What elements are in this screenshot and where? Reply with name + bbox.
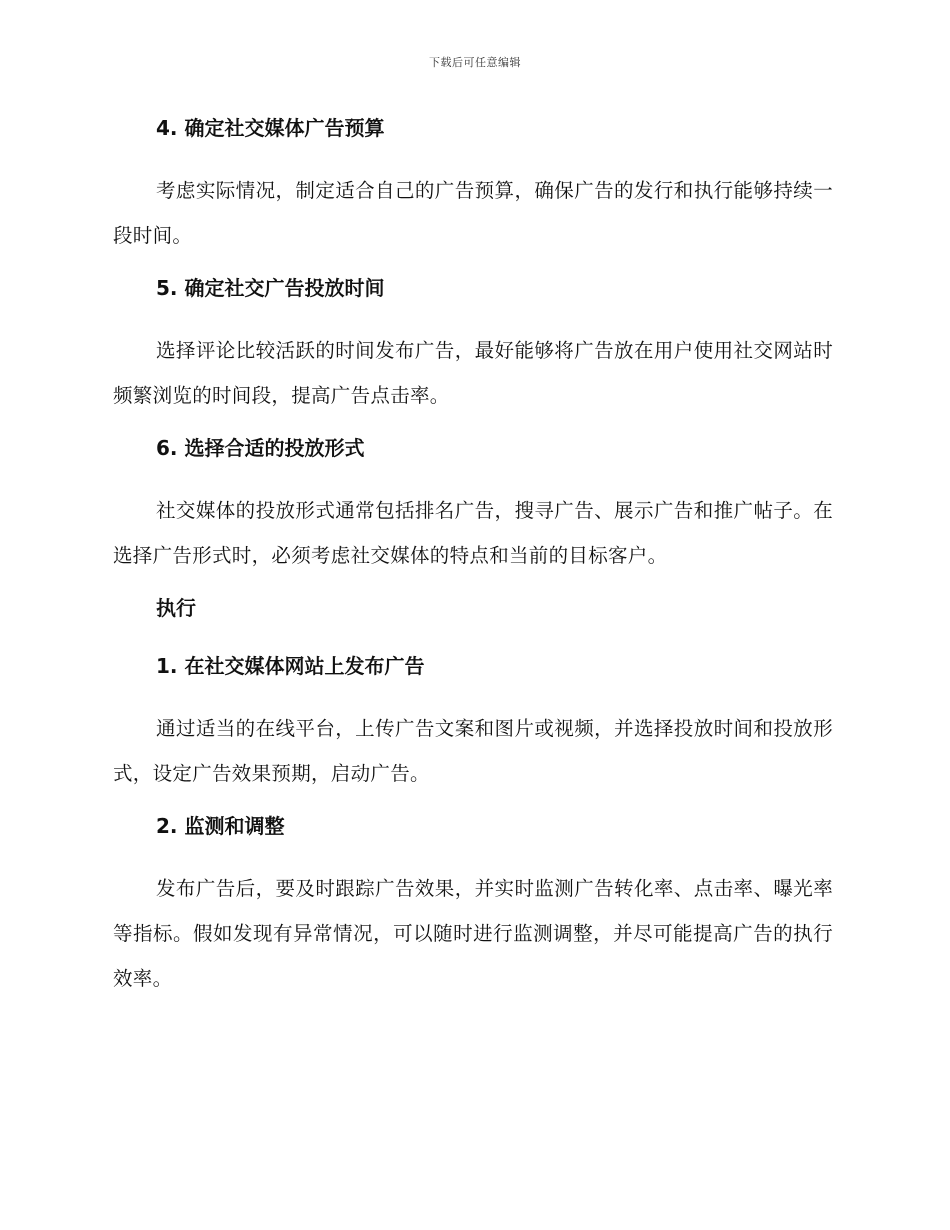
document-body <box>113 110 833 1013</box>
section-paragraph-format: 社交媒体的投放形式通常包括排名广告，搜寻广告、展示广告和推广帖子。在选择广告形式时，必须考虑社交媒体的特点和当前的目标客户。 <box>113 499 833 567</box>
section-paragraph-publish: 通过适当的在线平台，上传广告文案和图片或视频，并选择投放时间和投放形式，设定广告效果预期，启动广告。 <box>113 717 833 785</box>
section-paragraph-timing: 选择评论比较活跃的时间发布广告，最好能够将广告放在用户使用社交网站时频繁浏览的时间段，提高广告点击率。 <box>113 339 833 407</box>
page-header: 下载后可任意编辑 <box>429 56 521 69</box>
section-heading-monitor: 2. 监测和调整 <box>156 814 285 838</box>
section-heading-format: 6. 选择合适的投放形式 <box>156 436 365 460</box>
section-heading-timing: 5. 确定社交广告投放时间 <box>156 276 385 300</box>
section-heading-budget: 4. 确定社交媒体广告预算 <box>156 116 385 140</box>
section-paragraph-monitor: 发布广告后，要及时跟踪广告效果，并实时监测广告转化率、点击率、曝光率等指标。假如发现有异常情况，可以随时进行监测调整，并尽可能提高广告的执行效率。 <box>113 877 833 990</box>
section-heading-publish: 1. 在社交媒体网站上发布广告 <box>156 654 425 678</box>
section-paragraph-budget: 考虑实际情况，制定适合自己的广告预算，确保广告的发行和执行能够持续一段时间。 <box>113 179 833 247</box>
section-heading-execution: 执行 <box>156 596 196 620</box>
